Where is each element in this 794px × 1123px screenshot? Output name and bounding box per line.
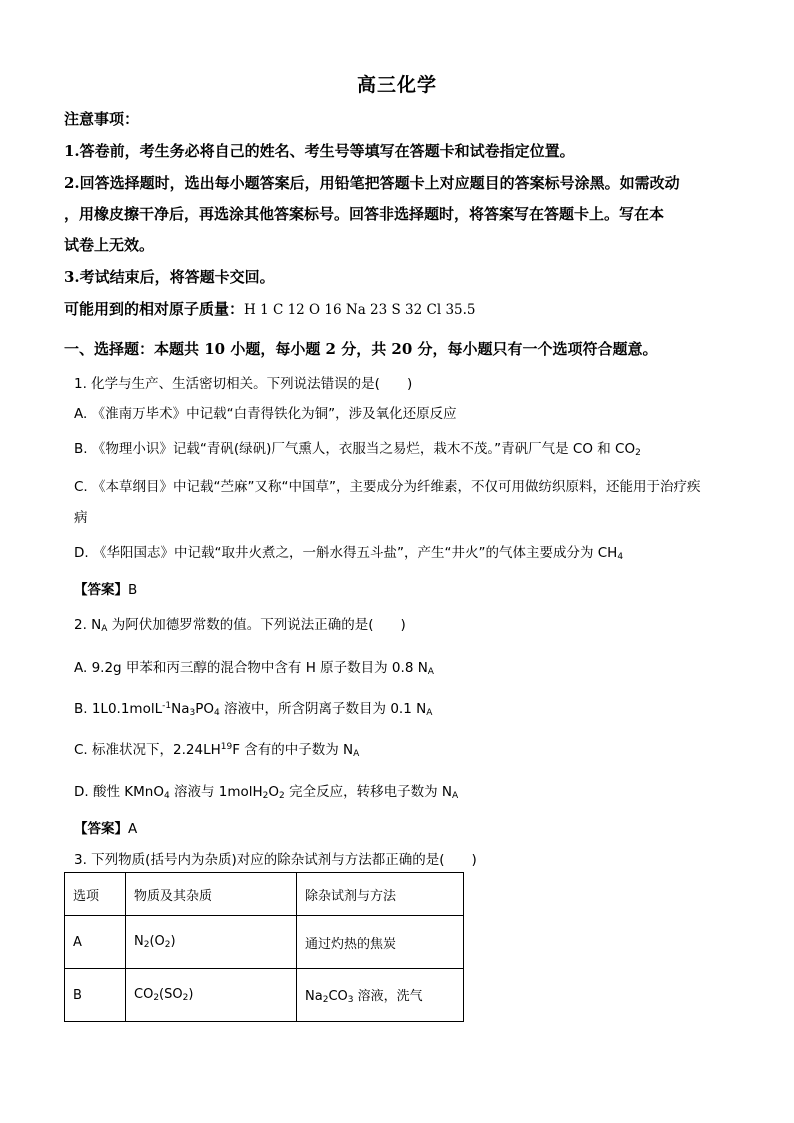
row-b-sub-b: (SO — [159, 987, 183, 1002]
q1-option-b — [74, 437, 641, 458]
q1-answer-tag: 【答案】 — [74, 582, 128, 598]
table-header-row — [65, 873, 464, 916]
q2-option-d-sub2: 2 — [262, 791, 269, 801]
q2-option-c — [74, 738, 359, 759]
row-b-sub-c: ) — [188, 987, 194, 1002]
q2-option-c-p1: C. 标准状况下，2.24LH — [74, 742, 221, 758]
table-cell-option-a: A — [65, 916, 126, 969]
q2-stem-sub: A — [101, 624, 108, 634]
q2-option-a-text: A. 9.2g 甲苯和丙三醇的混合物中含有 H 原子数目为 0.8 N — [74, 660, 428, 676]
notice-item-1: 1.答卷前，考生务必将自己的姓名、考生号等填写在答题卡和试卷指定位置。 — [64, 142, 575, 160]
q2-option-c-sup: 19 — [220, 742, 233, 752]
row-a-sub-c: ) — [170, 934, 176, 949]
atomic-mass-label: 可能用到的相对原子质量： — [64, 300, 245, 318]
q1-option-c-line-2: 病 — [74, 510, 88, 526]
q2-option-c-p2: F 含有的中子数为 N — [232, 742, 354, 758]
row-a-sub-a-n: 2 — [143, 940, 150, 950]
table-header-method: 除杂试剂与方法 — [297, 873, 464, 916]
q2-option-b-sup: -1 — [162, 701, 172, 711]
q1-stem: 1. 化学与生产、生活密切相关。下列说法错误的是( ) — [74, 376, 413, 392]
row-b-sub-b-n: 2 — [182, 993, 189, 1003]
q2-option-d-p4: 完全反应，转移电子数为 N — [284, 784, 452, 800]
q2-stem — [74, 613, 406, 634]
q1-option-a: A. 《淮南万毕术》中记载“白青得铁化为铜”，涉及氧化还原反应 — [74, 406, 457, 422]
table-cell-method-a: 通过灼热的焦炭 — [297, 916, 464, 969]
table-row — [65, 916, 464, 969]
q2-stem-pre: 2. N — [74, 617, 102, 633]
q2-answer-value: A — [128, 821, 138, 837]
table-cell-substance-b — [126, 969, 297, 1022]
atomic-mass-values: H 1 C 12 O 16 Na 23 S 32 Cl 35.5 — [244, 302, 476, 318]
q2-option-b-sub3: A — [426, 708, 433, 718]
q1-option-b-text: B. 《物理小识》记载“青矾(绿矾)厂气熏人，衣服当之易烂，栽木不茂。”青矾厂气是 CO 和 — [74, 441, 616, 457]
table-cell-option-b: B — [65, 969, 126, 1022]
q2-option-d-p1: D. 酸性 KMnO — [74, 784, 164, 800]
q1-answer-value: B — [128, 582, 138, 598]
q2-option-d — [74, 780, 458, 801]
q2-answer — [74, 817, 137, 837]
row-a-sub-a: N — [134, 934, 144, 949]
row-b-sub-a-n: 2 — [153, 993, 160, 1003]
q2-option-b — [74, 697, 432, 718]
q3-stem: 3. 下列物质(括号内为杂质)对应的除杂试剂与方法都正确的是( ) — [74, 852, 477, 868]
q2-option-b-p2: L — [154, 701, 163, 717]
table-cell-substance-a — [126, 916, 297, 969]
notice-heading: 注意事项： — [64, 110, 140, 128]
q2-option-a — [74, 656, 434, 677]
row-b-sub-a: CO — [134, 987, 154, 1002]
row-b-m-a: Na — [305, 989, 323, 1004]
row-a-sub-b-n: 2 — [164, 940, 171, 950]
q2-option-b-p5: 溶液中，所含阴离子数目为 0.1 N — [219, 701, 427, 717]
q1-option-b-formula: CO — [615, 441, 636, 457]
q2-option-d-sub1: 4 — [163, 791, 170, 801]
notice-item-2-line-2: ，用橡皮擦干净后，再选涂其他答案标号。回答非选择题时，将答案写在答题卡上。写在本 — [64, 205, 665, 223]
notice-item-2-line-3: 试卷上无效。 — [64, 236, 155, 254]
q2-option-a-sub: A — [427, 667, 434, 677]
row-b-m-b-n: 3 — [347, 995, 354, 1005]
table-header-option: 选项 — [65, 873, 126, 916]
q2-stem-post: 为阿伏加德罗常数的值。下列说法正确的是( ) — [107, 617, 406, 633]
notice-item-3: 3.考试结束后，将答题卡交回。 — [64, 268, 275, 286]
q1-option-d — [74, 541, 623, 562]
q2-option-c-sub: A — [353, 749, 360, 759]
q2-option-d-sub3: 2 — [279, 791, 285, 801]
q1-answer — [74, 578, 137, 598]
table-header-substance: 物质及其杂质 — [126, 873, 297, 916]
q2-option-b-sub2: 4 — [214, 708, 220, 718]
notice-item-2-line-1: 2.回答选择题时，选出每小题答案后，用铅笔把答题卡上对应题目的答案标号涂黑。如需改动 — [64, 174, 680, 192]
row-b-m-c: 溶液，洗气 — [353, 989, 423, 1004]
q3-table — [64, 872, 464, 1022]
q2-option-b-p4: PO — [195, 701, 214, 717]
q2-option-b-p3: Na — [171, 701, 190, 717]
row-b-m-a-n: 2 — [322, 995, 329, 1005]
q1-option-d-text: D. 《华阳国志》中记载“取井火煮之，一斛水得五斗盐”，产生“井火”的气体主要成分为 — [74, 545, 598, 561]
page-title: 高三化学 — [356, 74, 437, 96]
q1-option-c-line-1: C. 《本草纲目》中记载“苎麻”又称“中国草”，主要成分为纤维素，不仅可用做纺织原料，还能用于治疗疾 — [74, 479, 701, 495]
q2-option-b-p1: B. 1L0.1mol — [74, 701, 155, 717]
row-a-sub-b: (O — [149, 934, 165, 949]
row-b-m-b: CO — [328, 989, 348, 1004]
section-1-heading: 一、选择题：本题共 10 小题，每小题 2 分，共 20 分，每小题只有一个选项符合题意。 — [64, 340, 658, 358]
q2-option-b-sub1: 3 — [189, 708, 196, 718]
table-cell-method-b — [297, 969, 464, 1022]
table-row — [65, 969, 464, 1022]
q2-option-d-p2: 溶液与 1molH — [169, 784, 263, 800]
atomic-mass-line — [64, 298, 476, 319]
q2-option-d-p3: O — [268, 784, 280, 800]
q2-answer-tag: 【答案】 — [74, 821, 128, 837]
q1-option-d-sub: 4 — [617, 552, 624, 562]
q1-option-b-sub: 2 — [635, 448, 641, 458]
q2-option-d-sub4: A — [451, 791, 459, 801]
q1-option-d-formula: CH — [597, 545, 618, 561]
